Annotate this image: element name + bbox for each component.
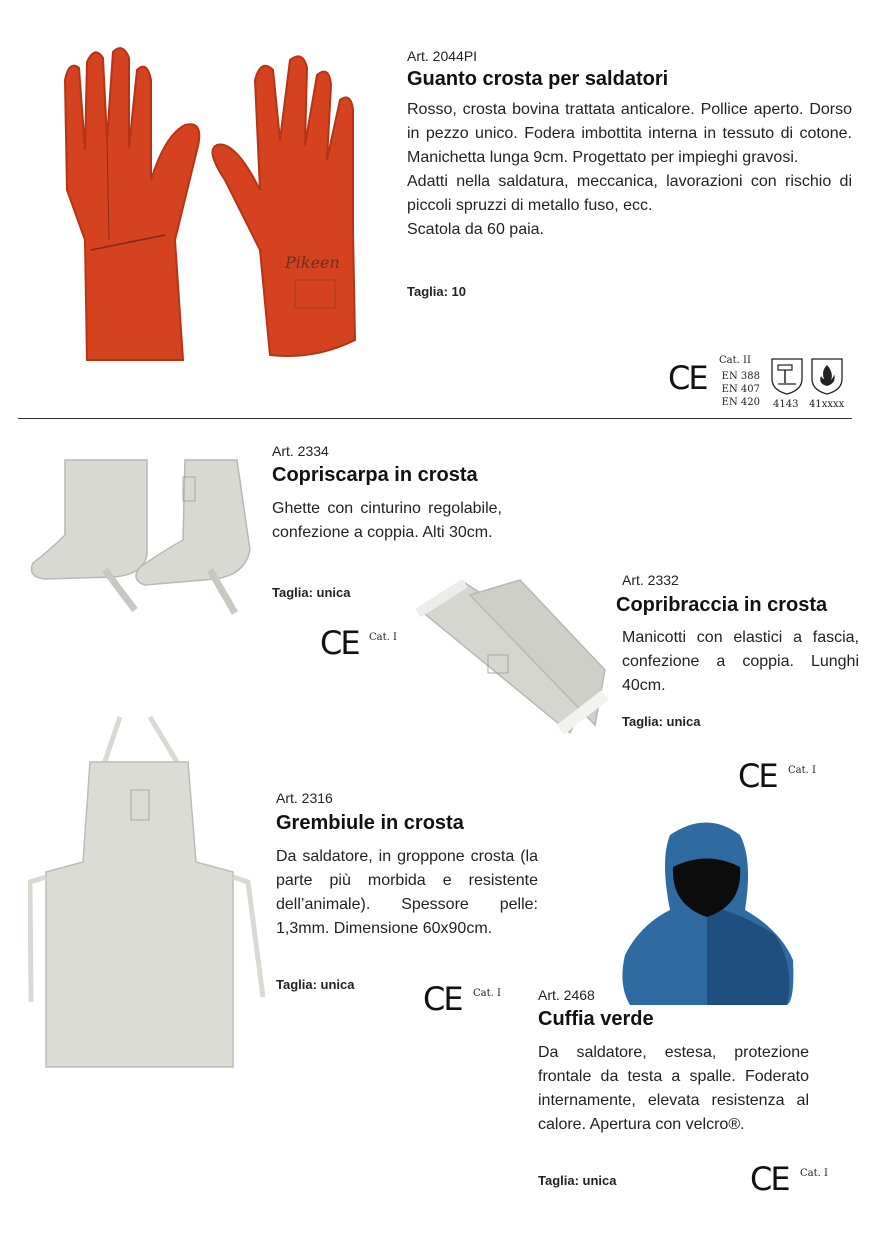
description-paragraph: Adatti nella saldatura, meccanica, lavorazioni con rischio di piccoli spruzzi di metallo fuso, ecc. xyxy=(407,173,852,214)
product-2044PI-art: Art. 2044PI xyxy=(407,48,478,64)
welding-gloves-icon xyxy=(55,40,395,370)
pictogram-code: 4143 xyxy=(773,399,799,410)
product-2334-size: Taglia: unica xyxy=(272,585,351,600)
product-2334-image xyxy=(25,455,260,620)
description-paragraph: Rosso, crosta bovina trattata anticalore. Pollice aperto. Dorso in pezzo unico. Fodera imbottita interna in tessuto di cotone. Manichetta lunga 9cm. Progettato per impieghi gravosi. xyxy=(407,101,852,166)
product-2316-description xyxy=(276,845,538,941)
ce-mark: CE xyxy=(738,757,777,795)
ce-mark: CE xyxy=(320,624,359,662)
product-2332-title: Copribraccia in crosta xyxy=(616,594,828,616)
category-label: Cat. II xyxy=(719,355,751,366)
category-label: Cat. I xyxy=(369,632,397,643)
product-2044PI-title: Guanto crosta per saldatori xyxy=(407,68,669,90)
standards-list xyxy=(716,370,760,409)
flame-shield-icon xyxy=(810,357,844,395)
category-label: Cat. I xyxy=(800,1168,828,1179)
ce-mark: CE xyxy=(750,1160,789,1198)
heat-risk-pictogram xyxy=(810,357,844,395)
section-divider xyxy=(18,418,852,419)
product-2332-size: Taglia: unica xyxy=(622,714,701,729)
shoe-covers-icon xyxy=(25,455,260,620)
ce-mark: CE xyxy=(423,980,462,1018)
standard-code: EN 407 xyxy=(721,384,760,395)
description-paragraph: Ghette con cinturino regolabile, confezione a coppia. Alti 30cm. xyxy=(272,500,502,541)
category-label: Cat. I xyxy=(473,988,501,999)
category-label: Cat. I xyxy=(788,765,816,776)
standard-code: EN 420 xyxy=(721,397,760,408)
product-2316-art: Art. 2316 xyxy=(276,790,333,806)
description-paragraph: Manicotti con elastici a fascia, confezione a coppia. Lunghi 40cm. xyxy=(622,629,859,694)
glove-print-text: Pikeen xyxy=(285,253,340,272)
description-paragraph: Scatola da 60 paia. xyxy=(407,221,544,238)
welding-hood-icon xyxy=(615,815,800,1007)
product-2334-art: Art. 2334 xyxy=(272,443,329,459)
product-2468-art: Art. 2468 xyxy=(538,987,595,1003)
product-2044PI-size: Taglia: 10 xyxy=(407,284,467,299)
product-2332-art: Art. 2332 xyxy=(622,572,679,588)
product-2332-image xyxy=(410,575,615,745)
mechanical-risk-pictogram xyxy=(770,357,804,395)
product-2334-title: Copriscarpa in crosta xyxy=(272,464,478,486)
arm-sleeves-icon xyxy=(410,575,615,745)
product-2468-size: Taglia: unica xyxy=(538,1173,617,1188)
product-2316-title: Grembiule in crosta xyxy=(276,812,464,834)
product-2316-size: Taglia: unica xyxy=(276,977,355,992)
leather-apron-icon xyxy=(28,712,268,1070)
description-paragraph: Da saldatore, estesa, protezione frontale da testa a spalle. Foderato internamente, elevata resistenza al calore. Apertura con velcro®. xyxy=(538,1044,809,1133)
standard-code: EN 388 xyxy=(721,371,760,382)
product-2468-image xyxy=(615,815,800,1007)
product-2332-description xyxy=(622,626,859,698)
hammer-shield-icon xyxy=(770,357,804,395)
ce-mark: CE xyxy=(668,359,707,397)
product-2468-description xyxy=(538,1041,809,1137)
description-paragraph: Da saldatore, in groppone crosta (la parte più morbida e resistente dell’animale). Spessore pelle: 1,3mm. Dimensione 60x90cm. xyxy=(276,848,538,937)
pictogram-code: 41xxxx xyxy=(809,399,845,410)
product-2468-title: Cuffia verde xyxy=(538,1008,654,1030)
product-2316-image xyxy=(28,712,268,1070)
product-2334-description xyxy=(272,497,502,545)
product-2044PI-description xyxy=(407,98,852,242)
product-2044PI-image xyxy=(55,40,395,370)
